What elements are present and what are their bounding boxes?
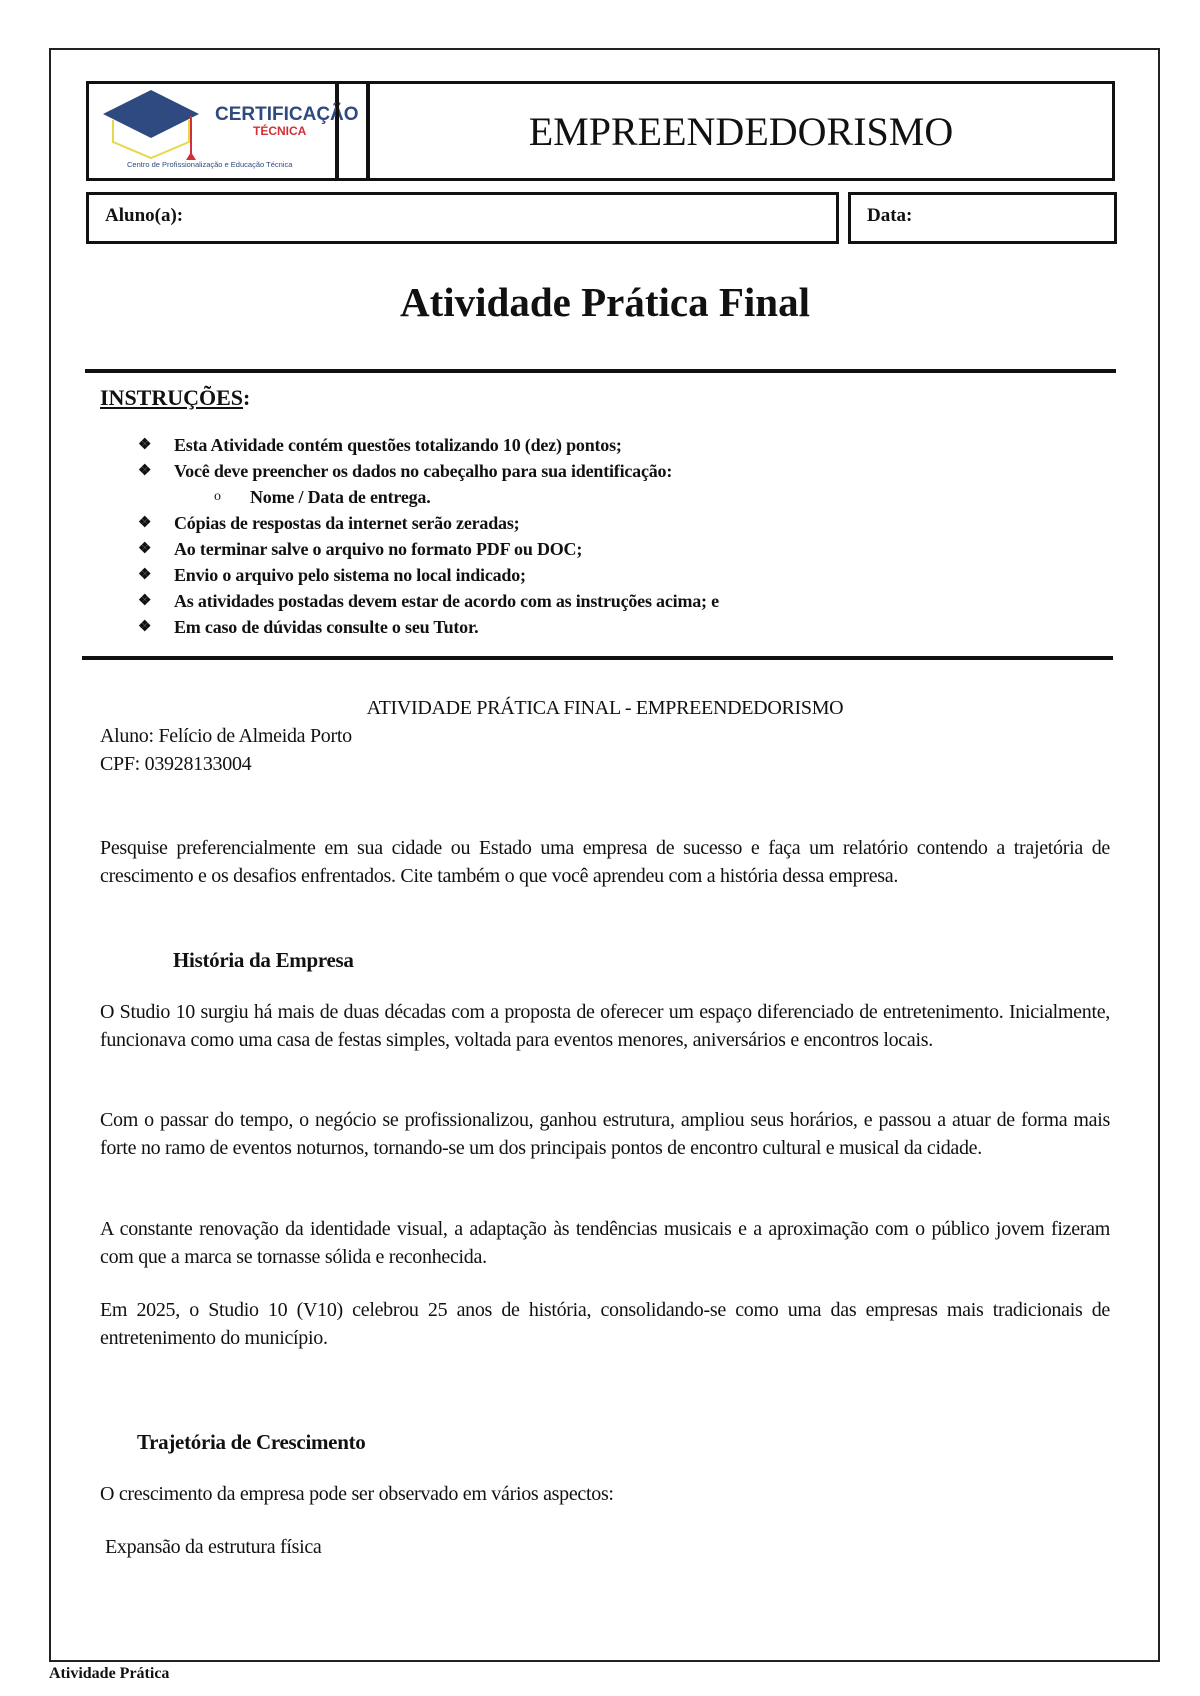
logo-tagline: Centro de Profissionalização e Educação Técnica: [127, 160, 293, 169]
paragraph: O crescimento da empresa pode ser observado em vários aspectos:: [100, 1483, 614, 1505]
divider: [85, 369, 1116, 373]
data-field[interactable]: [848, 192, 1117, 244]
prompt-paragraph: Pesquise preferencialmente em sua cidade ou Estado uma empresa de sucesso e faça um relatório contendo a trajetória de crescimento e os desafios enfrentados. Cite também o que você aprendeu com a história dessa empresa.: [100, 837, 1110, 887]
data-label: Data:: [867, 205, 913, 226]
diamond-bullet-icon: ❖: [138, 567, 152, 583]
paragraph: A constante renovação da identidade visual, a adaptação às tendências musicais e a aproximação com o público jovem fizeram com que a marca se tornasse sólida e reconhecida.: [100, 1218, 1110, 1268]
divider: [82, 656, 1113, 660]
list-item: ❖ Em caso de dúvidas consulte o seu Tutor.: [138, 614, 719, 640]
paragraph: Expansão da estrutura física: [105, 1536, 322, 1558]
paragraph: O Studio 10 surgiu há mais de duas décadas com a proposta de oferecer um espaço diferenciado de entretenimento. Inicialmente, funcionava como uma casa de festas simples, voltada para eventos menores, aniversários e encontros locais.: [100, 1001, 1110, 1051]
page-title: Atividade Prática Final: [400, 279, 810, 325]
diamond-bullet-icon: ❖: [138, 437, 152, 453]
diamond-bullet-icon: ❖: [138, 541, 152, 557]
diamond-bullet-icon: ❖: [138, 593, 152, 609]
course-title: EMPREENDEDORISMO: [367, 81, 1115, 181]
logo-box: [86, 81, 359, 181]
section-heading: Trajetória de Crescimento: [137, 1430, 366, 1454]
instructions-list: [138, 432, 719, 640]
list-item: ❖ Envio o arquivo pelo sistema no local indicado;: [138, 562, 719, 588]
logo-text: CERTIFICAÇÃO: [215, 104, 359, 125]
diamond-bullet-icon: ❖: [138, 619, 152, 635]
student-cpf: CPF: 03928133004: [100, 753, 252, 775]
list-item: ❖ Você deve preencher os dados no cabeçalho para sua identificação:: [138, 458, 719, 484]
header-spacer-cell: [336, 81, 369, 181]
paragraph: Com o passar do tempo, o negócio se profissionalizou, ganhou estrutura, ampliou seus horários, e passou a atuar de forma mais forte no ramo de eventos noturnos, tornando-se um dos principais pontos de encontro cultural e musical da cidade.: [100, 1109, 1110, 1159]
instructions-heading: INSTRUÇÕES:: [100, 385, 251, 410]
list-item: o Nome / Data de entrega.: [138, 484, 719, 510]
doc-title: ATIVIDADE PRÁTICA FINAL - EMPREENDEDORISMO: [366, 697, 844, 719]
diamond-bullet-icon: ❖: [138, 463, 152, 479]
list-item: ❖ Cópias de respostas da internet serão zeradas;: [138, 510, 719, 536]
student-name: Aluno: Felício de Almeida Porto: [100, 725, 352, 747]
diamond-bullet-icon: ❖: [138, 515, 152, 531]
logo-sub: TÉCNICA: [253, 124, 307, 138]
paragraph: Em 2025, o Studio 10 (V10) celebrou 25 anos de história, consolidando-se como uma das empresas mais tradicionais de entretenimento do município.: [100, 1299, 1110, 1349]
circle-bullet-icon: o: [214, 489, 221, 504]
list-item: ❖ As atividades postadas devem estar de acordo com as instruções acima; e: [138, 588, 719, 614]
list-item: ❖ Esta Atividade contém questões totalizando 10 (dez) pontos;: [138, 432, 719, 458]
aluno-field[interactable]: [86, 192, 839, 244]
aluno-label: Aluno(a):: [105, 205, 184, 226]
section-heading: História da Empresa: [173, 948, 354, 972]
list-item: ❖ Ao terminar salve o arquivo no formato PDF ou DOC;: [138, 536, 719, 562]
footer-text: Atividade Prática: [49, 1665, 170, 1682]
